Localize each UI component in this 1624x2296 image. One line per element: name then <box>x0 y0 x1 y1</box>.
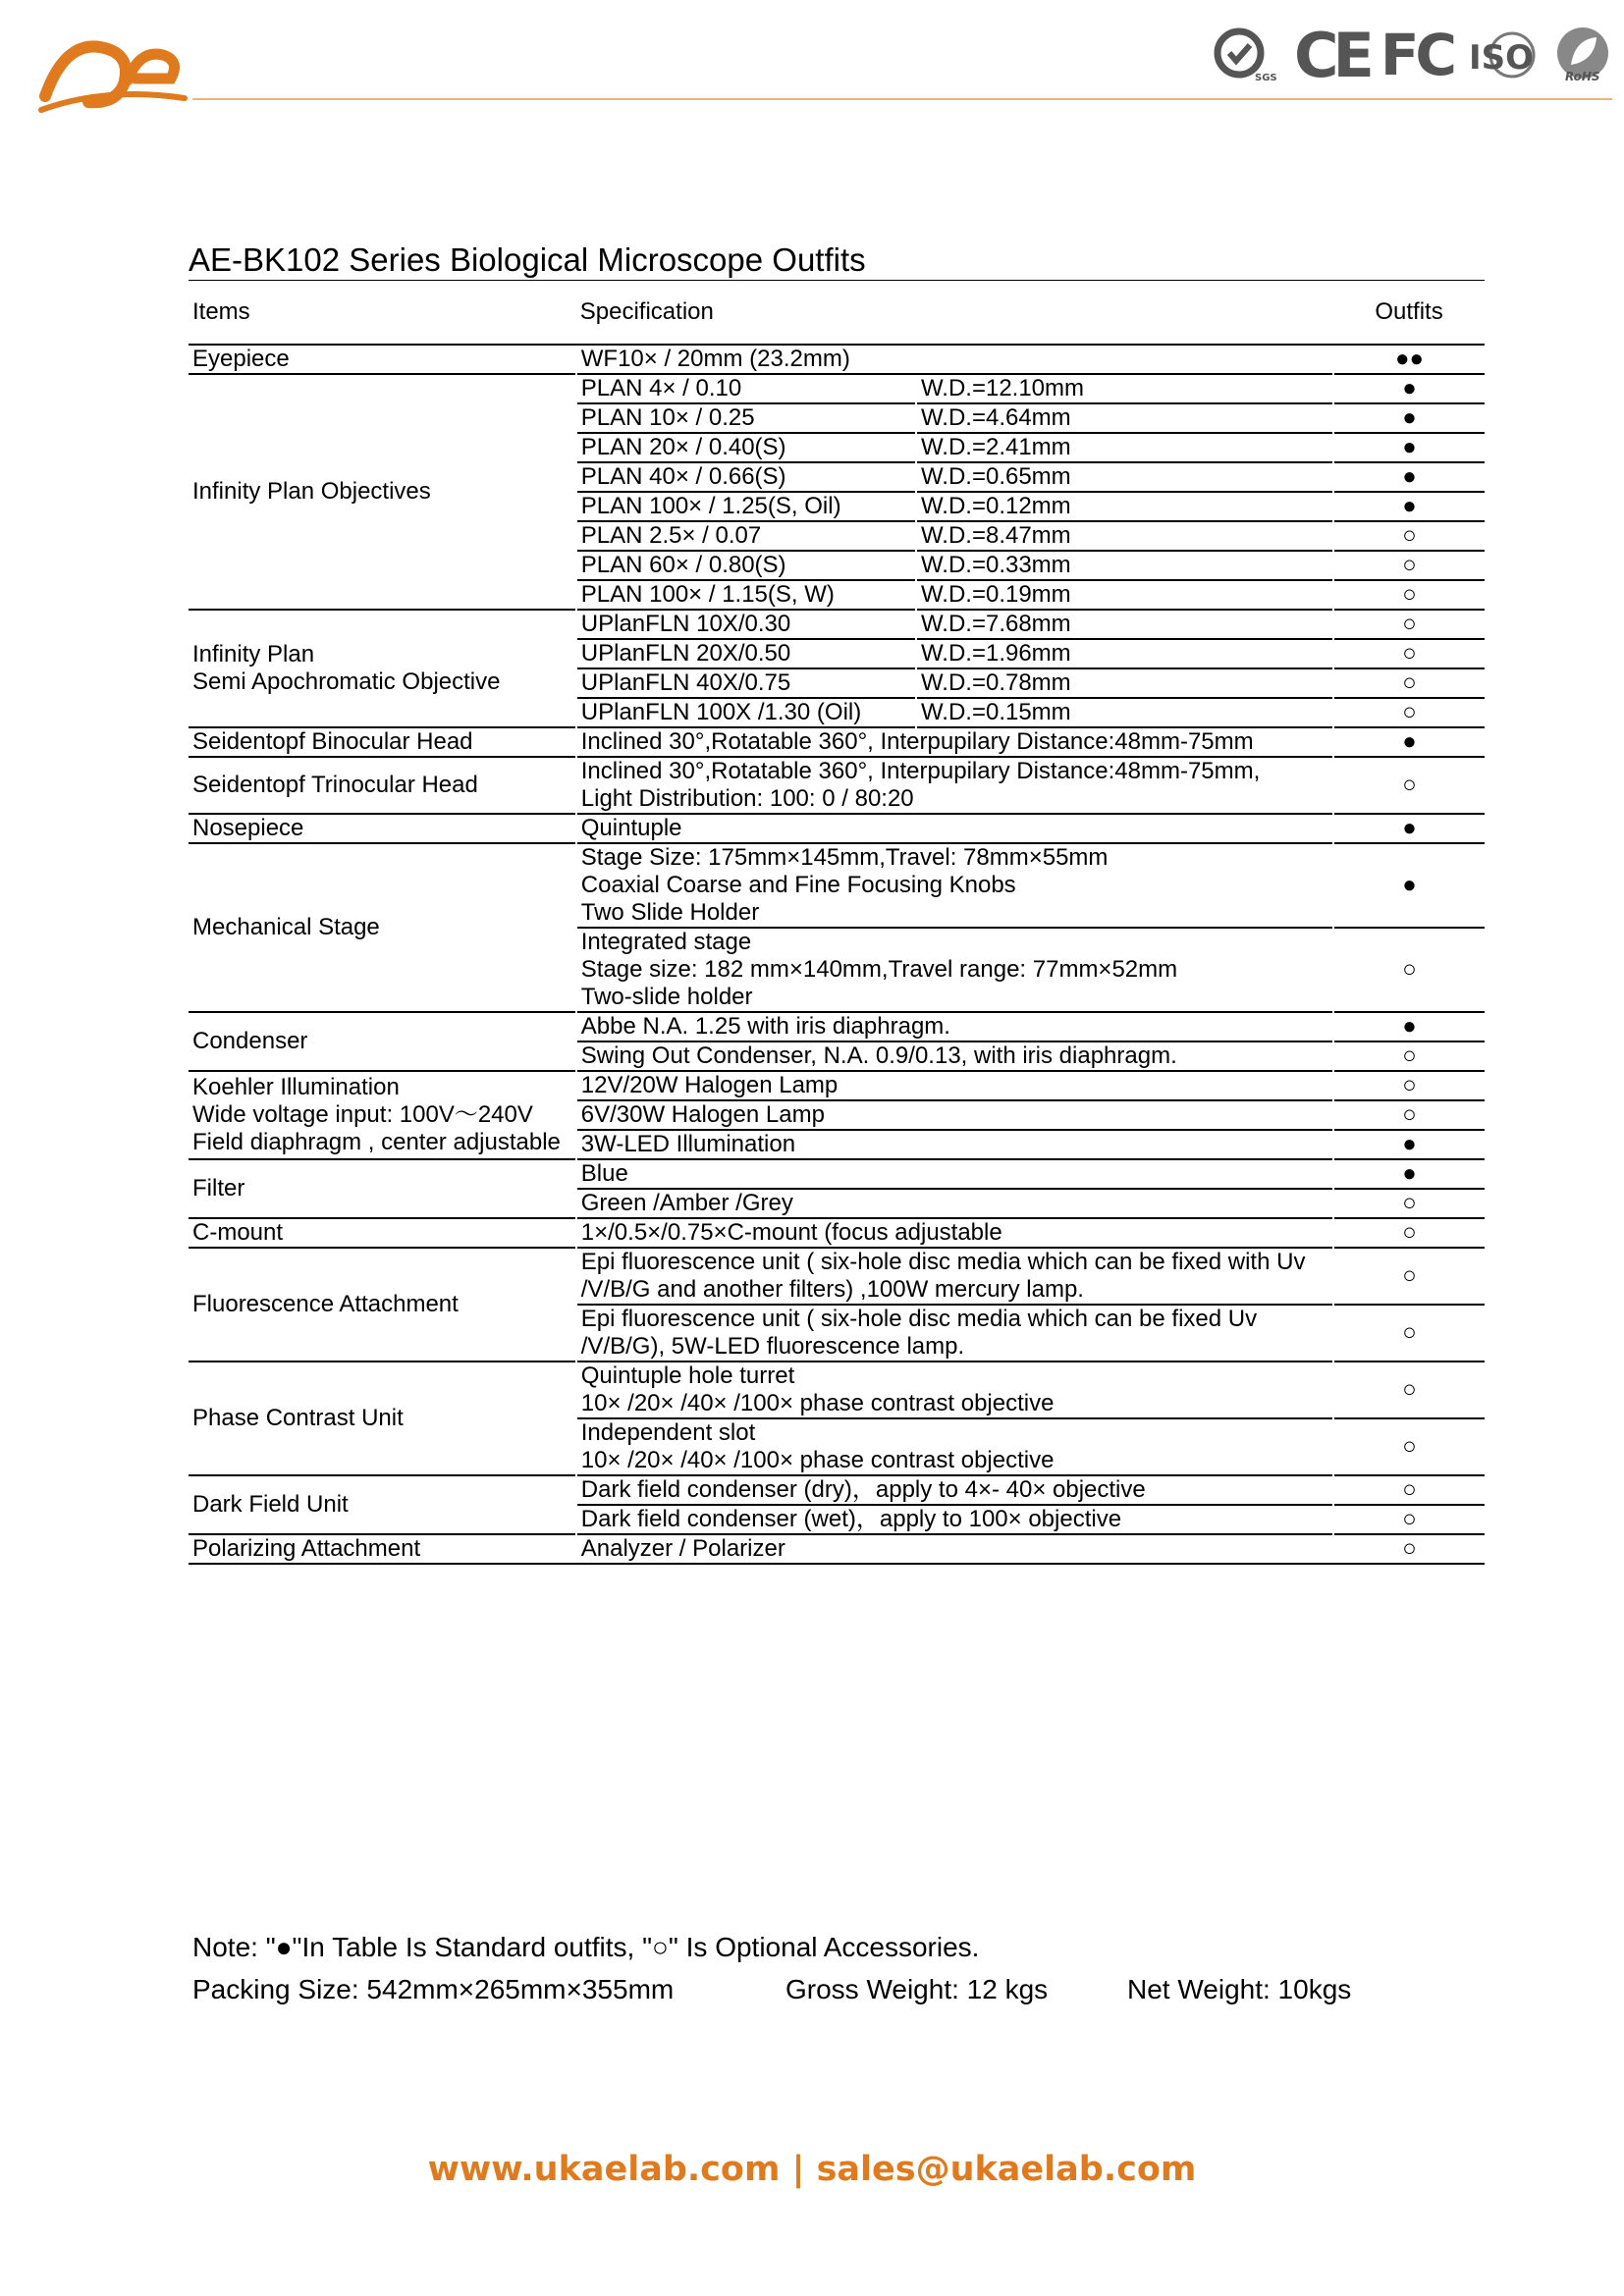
specification-cell: PLAN 40× / 0.66(S) <box>576 462 916 492</box>
outfit-marker-cell: ● <box>1333 462 1485 492</box>
table-row <box>189 1362 1485 1418</box>
item-name-cell: Eyepiece <box>189 345 576 374</box>
table-row <box>189 1159 1485 1189</box>
outfit-marker-cell: ● <box>1333 374 1485 403</box>
svg-text:SGS: SGS <box>1254 73 1277 83</box>
legend-note: Note: "●"In Table Is Standard outfits, "○" Is Optional Accessories. <box>192 1932 980 1962</box>
header-rule <box>192 98 1612 100</box>
working-distance-cell: W.D.=0.12mm <box>916 492 1333 521</box>
sgs-mark-icon <box>1214 26 1282 84</box>
working-distance-cell: W.D.=0.78mm <box>916 668 1333 698</box>
outfit-marker-cell: ● <box>1333 727 1485 757</box>
specification-cell: UPlanFLN 10X/0.30 <box>576 610 916 639</box>
outfit-marker-cell: ● <box>1333 1012 1485 1041</box>
item-name-cell: Infinity Plan Semi Apochromatic Objective <box>189 610 576 727</box>
gross-weight: Gross Weight: 12 kgs <box>785 1974 1049 2004</box>
item-name-cell: Condenser <box>189 1012 576 1071</box>
working-distance-cell: W.D.=2.41mm <box>916 433 1333 462</box>
outfit-marker-cell: ○ <box>1333 639 1485 668</box>
outfit-marker-cell: ○ <box>1333 1218 1485 1248</box>
outfit-marker-cell: ● <box>1333 492 1485 521</box>
net-weight: Net Weight: 10kgs <box>1127 1974 1352 2004</box>
specification-cell: UPlanFLN 40X/0.75 <box>576 668 916 698</box>
packing-size: Packing Size: 542mm×265mm×355mm <box>192 1974 675 2004</box>
svg-text:ISO: ISO <box>1469 38 1535 78</box>
outfit-marker-cell: ○ <box>1333 698 1485 727</box>
outfit-marker-cell: ○ <box>1333 1475 1485 1505</box>
specification-cell: PLAN 20× / 0.40(S) <box>576 433 916 462</box>
item-name-cell: Filter <box>189 1159 576 1218</box>
outfit-marker-cell: ○ <box>1333 1418 1485 1475</box>
item-name-cell: Seidentopf Binocular Head <box>189 727 576 757</box>
table-row <box>189 1534 1485 1564</box>
outfit-marker-cell: ○ <box>1333 521 1485 551</box>
specification-cell: UPlanFLN 20X/0.50 <box>576 639 916 668</box>
outfit-marker-cell: ○ <box>1333 1041 1485 1071</box>
table-row <box>189 1218 1485 1248</box>
outfit-marker-cell: ○ <box>1333 580 1485 610</box>
table-row <box>189 1071 1485 1100</box>
outfit-marker-cell: ○ <box>1333 928 1485 1012</box>
footer-contact: www.ukaelab.com | sales@ukaelab.com <box>427 2150 1197 2189</box>
table-row <box>189 345 1485 374</box>
specification-cell: Integrated stage Stage size: 182 mm×140mm,Travel range: 77mm×52mm Two-slide holder <box>576 928 1333 1012</box>
working-distance-cell: W.D.=1.96mm <box>916 639 1333 668</box>
item-name-cell: Infinity Plan Objectives <box>189 374 576 610</box>
specification-cell: Blue <box>576 1159 1333 1189</box>
working-distance-cell: W.D.=4.64mm <box>916 403 1333 433</box>
spec-table <box>189 281 1485 1565</box>
specification-cell: PLAN 4× / 0.10 <box>576 374 916 403</box>
specification-cell: Inclined 30°,Rotatable 360°, Interpupilary Distance:48mm-75mm <box>576 727 1333 757</box>
outfit-marker-cell: ● <box>1333 814 1485 843</box>
specification-cell: PLAN 10× / 0.25 <box>576 403 916 433</box>
working-distance-cell: W.D.=0.15mm <box>916 698 1333 727</box>
working-distance-cell: W.D.=0.33mm <box>916 551 1333 580</box>
specification-cell: Epi fluorescence unit ( six-hole disc media which can be fixed Uv /V/B/G), 5W-LED fluorescence lamp. <box>576 1305 1333 1362</box>
fc-mark-icon: FC <box>1380 22 1453 88</box>
item-name-cell: Nosepiece <box>189 814 576 843</box>
specification-cell: 3W-LED Illumination <box>576 1130 1333 1159</box>
item-name-cell: Phase Contrast Unit <box>189 1362 576 1475</box>
table-row <box>189 814 1485 843</box>
outfit-marker-cell: ● <box>1333 1130 1485 1159</box>
table-header-row <box>189 281 1485 345</box>
table-row <box>189 1248 1485 1305</box>
item-name-cell: C-mount <box>189 1218 576 1248</box>
column-header-specification: Specification <box>576 281 1333 345</box>
table-row <box>189 727 1485 757</box>
working-distance-cell: W.D.=12.10mm <box>916 374 1333 403</box>
outfit-marker-cell: ○ <box>1333 1534 1485 1564</box>
outfit-marker-cell: ● <box>1333 433 1485 462</box>
column-header-items: Items <box>189 281 576 345</box>
outfit-marker-cell: ○ <box>1333 1248 1485 1305</box>
document-title: AE-BK102 Series Biological Microscope Outfits <box>189 241 866 278</box>
outfit-marker-cell: ○ <box>1333 1189 1485 1218</box>
outfit-marker-cell: ● <box>1333 843 1485 928</box>
specification-cell: Green /Amber /Grey <box>576 1189 1333 1218</box>
item-name-cell: Seidentopf Trinocular Head <box>189 757 576 814</box>
specification-cell: PLAN 60× / 0.80(S) <box>576 551 916 580</box>
specification-cell: PLAN 100× / 1.25(S, Oil) <box>576 492 916 521</box>
outfit-marker-cell: ○ <box>1333 1100 1485 1130</box>
working-distance-cell: W.D.=0.65mm <box>916 462 1333 492</box>
outfit-marker-cell: ○ <box>1333 610 1485 639</box>
specification-cell: Analyzer / Polarizer <box>576 1534 1333 1564</box>
company-logo <box>37 27 194 116</box>
specification-cell: Epi fluorescence unit ( six-hole disc media which can be fixed with Uv /V/B/G and another filters) ,100W mercury lamp. <box>576 1248 1333 1305</box>
working-distance-cell: W.D.=8.47mm <box>916 521 1333 551</box>
working-distance-cell: W.D.=0.19mm <box>916 580 1333 610</box>
table-row <box>189 1012 1485 1041</box>
outfit-marker-cell: ●● <box>1333 345 1485 374</box>
specification-cell: Abbe N.A. 1.25 with iris diaphragm. <box>576 1012 1333 1041</box>
specification-cell: Quintuple <box>576 814 1333 843</box>
specification-cell: PLAN 2.5× / 0.07 <box>576 521 916 551</box>
outfit-marker-cell: ○ <box>1333 1362 1485 1418</box>
outfit-marker-cell: ○ <box>1333 757 1485 814</box>
outfit-marker-cell: ○ <box>1333 1071 1485 1100</box>
outfit-marker-cell: ○ <box>1333 668 1485 698</box>
specification-cell: Stage Size: 175mm×145mm,Travel: 78mm×55mm Coaxial Coarse and Fine Focusing Knobs Two Slide Holder <box>576 843 1333 928</box>
specification-cell: UPlanFLN 100X /1.30 (Oil) <box>576 698 916 727</box>
specification-cell: PLAN 100× / 1.15(S, W) <box>576 580 916 610</box>
column-header-outfits: Outfits <box>1333 281 1485 345</box>
table-row <box>189 1475 1485 1505</box>
svg-text:RoHS: RoHS <box>1565 70 1600 83</box>
specification-cell: WF10× / 20mm (23.2mm) <box>576 345 1333 374</box>
ce-mark-icon: CE <box>1293 19 1369 91</box>
specification-cell: 1×/0.5×/0.75×C-mount (focus adjustable <box>576 1218 1333 1248</box>
rohs-mark-icon <box>1551 26 1614 84</box>
outfit-marker-cell: ○ <box>1333 1305 1485 1362</box>
table-row <box>189 757 1485 814</box>
specification-cell: Dark field condenser (dry)，apply to 4×- 40× objective <box>576 1475 1333 1505</box>
outfit-marker-cell: ● <box>1333 1159 1485 1189</box>
item-name-cell: Polarizing Attachment <box>189 1534 576 1564</box>
table-row <box>189 374 1485 403</box>
item-name-cell: Dark Field Unit <box>189 1475 576 1534</box>
specification-cell: Dark field condenser (wet)，apply to 100× objective <box>576 1505 1333 1534</box>
outfit-marker-cell: ○ <box>1333 551 1485 580</box>
item-name-cell: Fluorescence Attachment <box>189 1248 576 1362</box>
specification-cell: Inclined 30°,Rotatable 360°, Interpupilary Distance:48mm-75mm, Light Distribution: 100: 0 / 80:20 <box>576 757 1333 814</box>
iso-mark-icon <box>1465 27 1540 82</box>
specification-cell: 12V/20W Halogen Lamp <box>576 1071 1333 1100</box>
outfit-marker-cell: ○ <box>1333 1505 1485 1534</box>
specification-cell: Independent slot 10× /20× /40× /100× phase contrast objective <box>576 1418 1333 1475</box>
table-row <box>189 610 1485 639</box>
specification-cell: Swing Out Condenser, N.A. 0.9/0.13, with iris diaphragm. <box>576 1041 1333 1071</box>
specification-cell: Quintuple hole turret 10× /20× /40× /100× phase contrast objective <box>576 1362 1333 1418</box>
outfit-marker-cell: ● <box>1333 403 1485 433</box>
item-name-cell: Mechanical Stage <box>189 843 576 1012</box>
certification-marks <box>1214 19 1614 91</box>
working-distance-cell: W.D.=7.68mm <box>916 610 1333 639</box>
table-row <box>189 843 1485 928</box>
item-name-cell: Koehler Illumination Wide voltage input: 100V～240V Field diaphragm , center adjustable <box>189 1071 576 1159</box>
specification-cell: 6V/30W Halogen Lamp <box>576 1100 1333 1130</box>
